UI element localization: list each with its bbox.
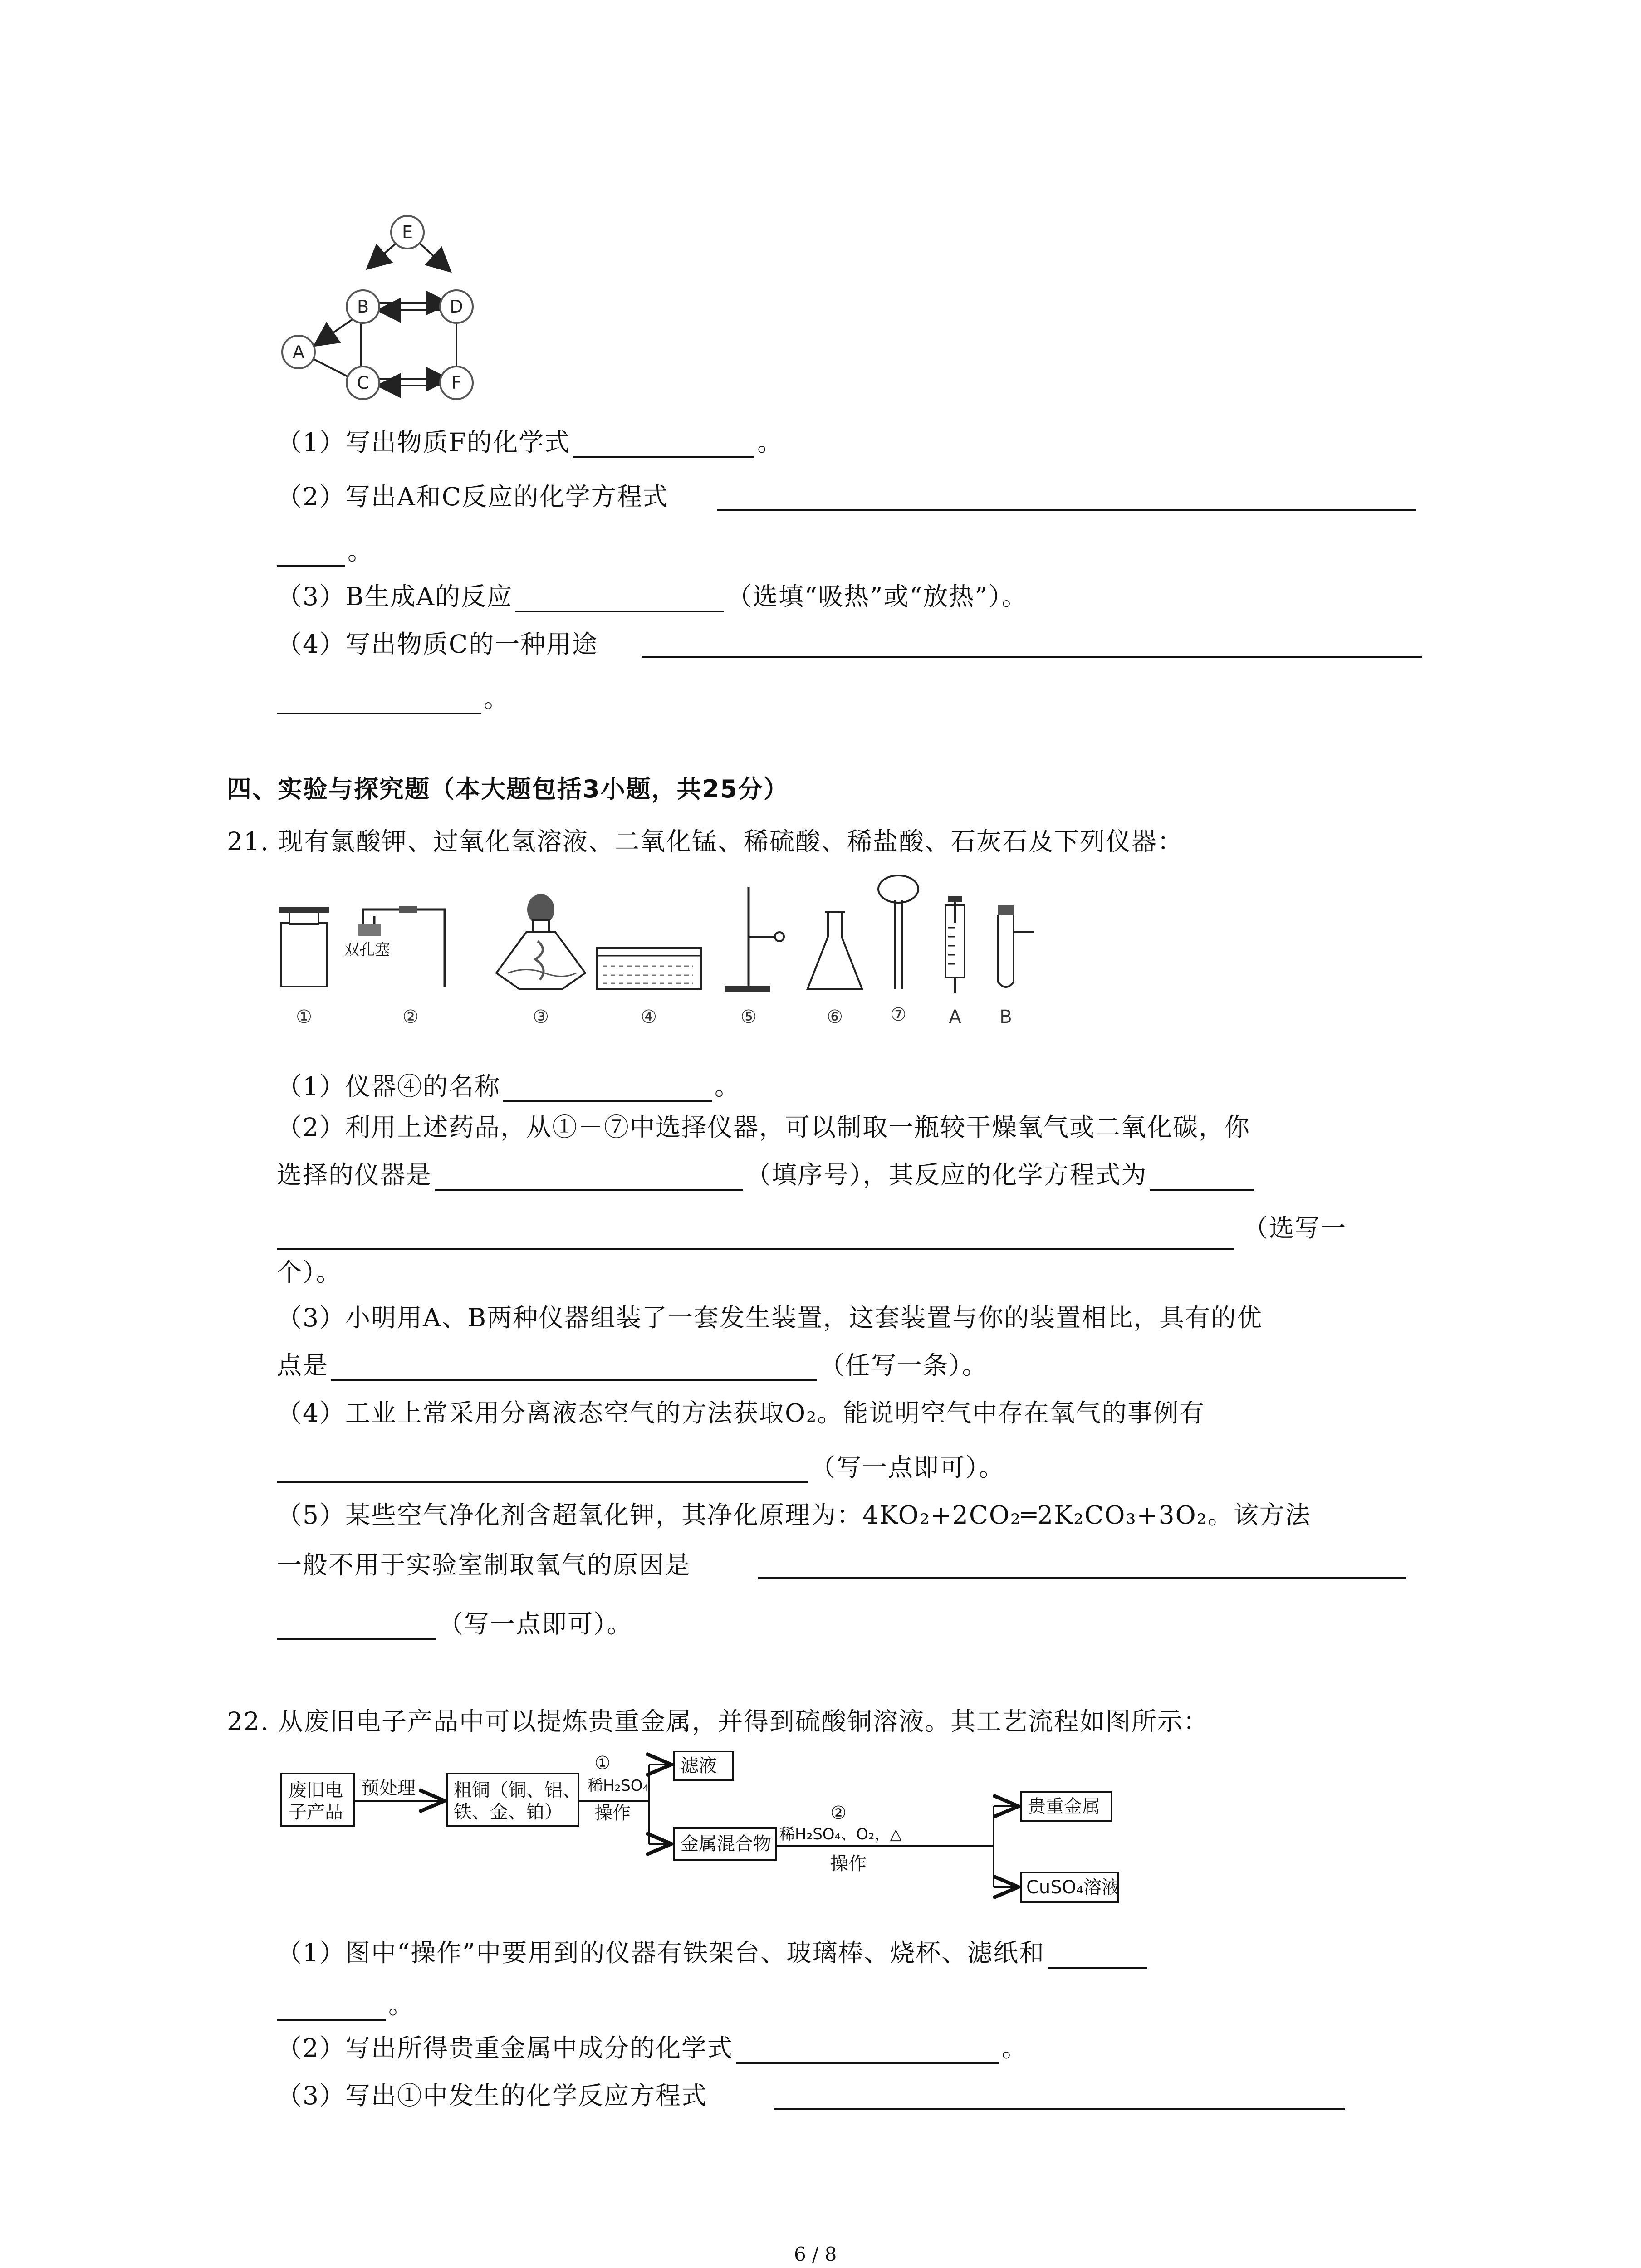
svg-text:预处理: 预处理: [361, 1778, 416, 1799]
svg-text:⑦: ⑦: [890, 1004, 906, 1025]
node-c: [347, 367, 379, 399]
svg-text:E: E: [402, 222, 413, 242]
answer-blank[interactable]: [758, 1577, 1406, 1579]
svg-text:粗铜（铜、铝、: 粗铜（铜、铝、: [454, 1780, 581, 1801]
svg-text:废旧电: 废旧电: [289, 1780, 343, 1801]
answer-blank[interactable]: [717, 509, 1416, 511]
answer-blank[interactable]: [515, 582, 724, 612]
svg-text:CuSO₄溶液: CuSO₄溶液: [1026, 1877, 1120, 1898]
answer-blank[interactable]: [1150, 1161, 1254, 1191]
conical-flask-icon: [808, 912, 862, 989]
svg-text:双孔塞: 双孔塞: [344, 941, 390, 959]
answer-blank[interactable]: [277, 684, 481, 714]
answer-blank[interactable]: [736, 2034, 999, 2064]
side-arm-test-tube-icon: [998, 905, 1034, 987]
q21-part4-line1: （4）工业上常采用分离液态空气的方法获取O₂。能说明空气中存在氧气的事例有: [277, 1398, 1205, 1427]
answer-blank[interactable]: [277, 1248, 1234, 1250]
svg-text:②: ②: [830, 1803, 847, 1823]
svg-text:铁、金、铂）: 铁、金、铂）: [454, 1802, 563, 1823]
svg-text:①: ①: [594, 1753, 611, 1774]
two-hole-stopper-icon: [344, 906, 445, 987]
svg-text:稀H₂SO₄: 稀H₂SO₄: [588, 1777, 649, 1795]
answer-blank[interactable]: [503, 1072, 712, 1102]
alcohol-lamp-icon: [496, 894, 585, 989]
svg-text:C: C: [357, 373, 369, 393]
svg-text:操作: 操作: [594, 1803, 631, 1823]
process-flow-diagram: [272, 1751, 1134, 1910]
q21-part3-line2: 点是 （任写一条）。: [277, 1349, 988, 1381]
svg-text:③: ③: [533, 1007, 549, 1027]
q21-part5-line2: 一般不用于实验室制取氧气的原因是: [277, 1550, 691, 1579]
svg-text:⑤: ⑤: [740, 1007, 757, 1027]
q22-part1: （1）图中“操作”中要用到的仪器有铁架台、玻璃棒、烧杯、滤纸和: [277, 1937, 1150, 1969]
q21-part1: （1）仪器④的名称 。: [277, 1070, 740, 1102]
answer-blank[interactable]: [331, 1351, 817, 1381]
svg-text:A: A: [949, 1007, 961, 1027]
answer-blank[interactable]: [1048, 1939, 1147, 1969]
node-a: [282, 336, 315, 368]
substance-relation-diagram: [272, 213, 508, 422]
q22-part2: （2）写出所得贵重金属中成分的化学式 。: [277, 2032, 1028, 2064]
svg-text:操作: 操作: [830, 1853, 867, 1874]
q21-part2-line4: 个）。: [277, 1258, 342, 1287]
q20-part4: （4）写出物质C的一种用途: [277, 630, 598, 659]
node-f: [440, 367, 473, 399]
node-d: [440, 290, 473, 323]
svg-text:稀H₂SO₄、O₂，△: 稀H₂SO₄、O₂，△: [779, 1825, 902, 1843]
q21-stem: 21. 现有氯酸钾、过氧化氢溶液、二氧化锰、稀硫酸、稀盐酸、石灰石及下列仪器：: [227, 827, 1183, 856]
svg-text:B: B: [357, 297, 369, 317]
svg-text:金属混合物: 金属混合物: [681, 1833, 771, 1854]
q21-part2-line1: （2）利用上述药品，从①－⑦中选择仪器，可以制取一瓶较干燥氧气或二氧化碳，你: [277, 1113, 1250, 1142]
lab-apparatus-figure: [272, 873, 1071, 1064]
svg-text:D: D: [450, 297, 463, 317]
node-b: [347, 290, 379, 323]
answer-blank[interactable]: [277, 537, 345, 567]
svg-text:④: ④: [641, 1007, 657, 1027]
svg-text:②: ②: [402, 1007, 419, 1027]
answer-blank[interactable]: [277, 1991, 386, 2021]
answer-blank[interactable]: [642, 656, 1422, 658]
q21-part5-line1: （5）某些空气净化剂含超氧化钾，其净化原理为：4KO₂+2CO₂═2K₂CO₃+3O₂。该方法: [277, 1501, 1311, 1530]
svg-text:A: A: [293, 342, 304, 362]
svg-text:贵重金属: 贵重金属: [1028, 1796, 1100, 1817]
syringe-icon: [945, 896, 965, 993]
node-e: [391, 216, 424, 249]
answer-blank[interactable]: [435, 1161, 743, 1191]
svg-text:滤液: 滤液: [681, 1755, 717, 1776]
section-heading: 四、实验与探究题（本大题包括3小题，共25分）: [227, 775, 789, 803]
q21-part4-line2: （写一点即可）。: [277, 1452, 1005, 1483]
svg-text:子产品: 子产品: [289, 1802, 343, 1823]
long-neck-funnel-icon: [878, 875, 918, 989]
q20-part3: （3）B生成A的反应 （选填“吸热”或“放热”）。: [277, 581, 1028, 612]
answer-blank[interactable]: [774, 2108, 1345, 2110]
answer-blank[interactable]: [277, 1453, 808, 1483]
page-number: 6 / 8: [794, 2243, 837, 2265]
q22-stem: 22. 从废旧电子产品中可以提炼贵重金属，并得到硫酸铜溶液。其工艺流程如图所示：: [227, 1707, 1209, 1736]
svg-text:⑥: ⑥: [827, 1007, 843, 1027]
q22-part3: （3）写出①中发生的化学反应方程式: [277, 2081, 707, 2110]
svg-text:①: ①: [296, 1007, 312, 1027]
q21-part2-line3: （选写一: [1243, 1213, 1347, 1242]
svg-text:B: B: [999, 1007, 1012, 1027]
water-trough-icon: [597, 948, 701, 989]
q22-part1-cont: 。: [277, 1989, 414, 2021]
q21-part5-line3: （写一点即可）。: [277, 1608, 633, 1640]
svg-text:F: F: [451, 373, 461, 393]
q20-part2: （2）写出A和C反应的化学方程式: [277, 482, 669, 511]
q20-part1: （1）写出物质F的化学式 。: [277, 426, 783, 458]
gas-collecting-bottle-icon: [279, 907, 329, 987]
answer-blank[interactable]: [277, 1610, 436, 1640]
answer-blank[interactable]: [573, 428, 754, 458]
q21-part2-line2: 选择的仪器是 （填序号），其反应的化学方程式为: [277, 1159, 1257, 1191]
q20-part2-cont: 。: [277, 535, 373, 567]
q21-part3-line1: （3）小明用A、B两种仪器组装了一套发生装置，这套装置与你的装置相比，具有的优: [277, 1303, 1263, 1332]
iron-stand-icon: [725, 887, 784, 992]
q20-part4-cont: 。: [277, 683, 509, 714]
